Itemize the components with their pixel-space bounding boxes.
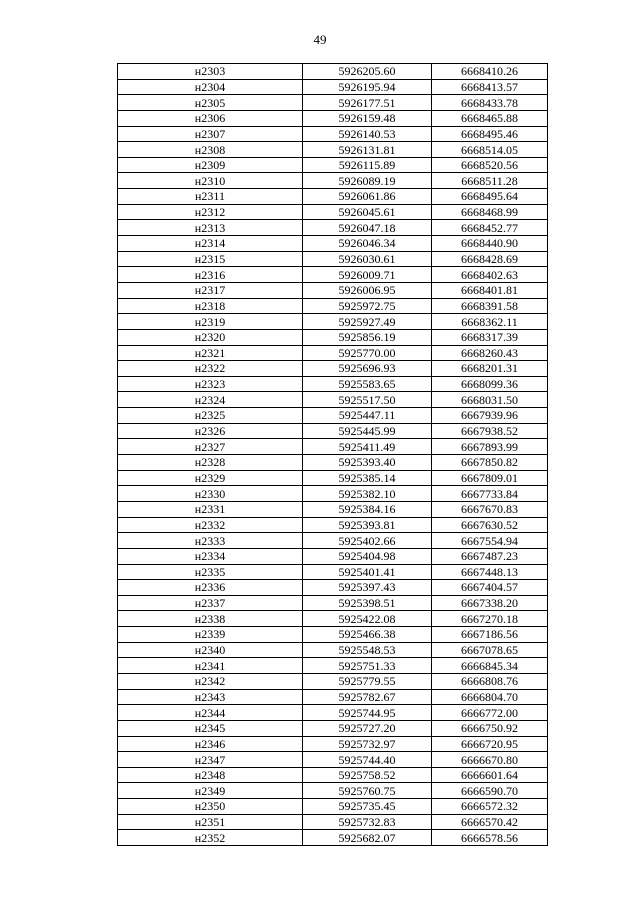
point-id-cell: н2303 (118, 64, 303, 80)
x-coordinate-cell: 5926009.71 (303, 267, 432, 283)
point-id-cell: н2316 (118, 267, 303, 283)
table-row (118, 814, 548, 830)
point-id-cell: н2311 (118, 189, 303, 205)
table-row (118, 376, 548, 392)
point-id-cell: н2342 (118, 673, 303, 689)
x-coordinate-cell: 5926006.95 (303, 282, 432, 298)
y-coordinate-cell: 6666720.95 (432, 736, 548, 752)
table-row (118, 658, 548, 674)
point-id-cell: н2336 (118, 580, 303, 596)
point-id-cell: н2312 (118, 204, 303, 220)
y-coordinate-cell: 6666772.00 (432, 705, 548, 721)
table-row (118, 189, 548, 205)
point-id-cell: н2334 (118, 548, 303, 564)
y-coordinate-cell: 6666578.56 (432, 830, 548, 846)
table-row (118, 564, 548, 580)
table-row (118, 611, 548, 627)
table-row (118, 64, 548, 80)
table-row (118, 423, 548, 439)
x-coordinate-cell: 5925779.55 (303, 673, 432, 689)
point-id-cell: н2332 (118, 517, 303, 533)
point-id-cell: н2328 (118, 455, 303, 471)
point-id-cell: н2346 (118, 736, 303, 752)
table-row (118, 486, 548, 502)
point-id-cell: н2322 (118, 361, 303, 377)
page-number: 49 (313, 32, 327, 47)
point-id-cell: н2326 (118, 423, 303, 439)
point-id-cell: н2317 (118, 282, 303, 298)
point-id-cell: н2347 (118, 752, 303, 768)
point-id-cell: н2340 (118, 642, 303, 658)
y-coordinate-cell: 6667938.52 (432, 423, 548, 439)
x-coordinate-cell: 5926140.53 (303, 126, 432, 142)
point-id-cell: н2310 (118, 173, 303, 189)
point-id-cell: н2352 (118, 830, 303, 846)
y-coordinate-cell: 6668260.43 (432, 345, 548, 361)
y-coordinate-cell: 6667554.94 (432, 533, 548, 549)
point-id-cell: н2338 (118, 611, 303, 627)
x-coordinate-cell: 5925744.95 (303, 705, 432, 721)
x-coordinate-cell: 5925445.99 (303, 423, 432, 439)
table-row (118, 157, 548, 173)
x-coordinate-cell: 5925758.52 (303, 767, 432, 783)
table-row (118, 627, 548, 643)
y-coordinate-cell: 6668391.58 (432, 298, 548, 314)
y-coordinate-cell: 6666808.76 (432, 673, 548, 689)
y-coordinate-cell: 6667448.13 (432, 564, 548, 580)
table-row (118, 455, 548, 471)
table-row (118, 95, 548, 111)
y-coordinate-cell: 6666804.70 (432, 689, 548, 705)
table-row (118, 142, 548, 158)
table-row (118, 470, 548, 486)
point-id-cell: н2348 (118, 767, 303, 783)
y-coordinate-cell: 6667670.83 (432, 501, 548, 517)
x-coordinate-cell: 5925696.93 (303, 361, 432, 377)
x-coordinate-cell: 5925517.50 (303, 392, 432, 408)
y-coordinate-cell: 6667893.99 (432, 439, 548, 455)
x-coordinate-cell: 5925972.75 (303, 298, 432, 314)
point-id-cell: н2335 (118, 564, 303, 580)
x-coordinate-cell: 5926089.19 (303, 173, 432, 189)
x-coordinate-cell: 5926046.34 (303, 236, 432, 252)
x-coordinate-cell: 5925744.40 (303, 752, 432, 768)
x-coordinate-cell: 5925732.83 (303, 814, 432, 830)
y-coordinate-cell: 6667487.23 (432, 548, 548, 564)
point-id-cell: н2321 (118, 345, 303, 361)
table-row (118, 173, 548, 189)
y-coordinate-cell: 6666590.70 (432, 783, 548, 799)
y-coordinate-cell: 6668495.64 (432, 189, 548, 205)
x-coordinate-cell: 5926205.60 (303, 64, 432, 80)
y-coordinate-cell: 6668201.31 (432, 361, 548, 377)
y-coordinate-cell: 6667078.65 (432, 642, 548, 658)
x-coordinate-cell: 5925397.43 (303, 580, 432, 596)
y-coordinate-cell: 6666570.42 (432, 814, 548, 830)
table-row (118, 392, 548, 408)
x-coordinate-cell: 5925385.14 (303, 470, 432, 486)
table-row (118, 220, 548, 236)
point-id-cell: н2307 (118, 126, 303, 142)
y-coordinate-cell: 6668031.50 (432, 392, 548, 408)
x-coordinate-cell: 5926047.18 (303, 220, 432, 236)
x-coordinate-cell: 5926030.61 (303, 251, 432, 267)
y-coordinate-cell: 6666750.92 (432, 720, 548, 736)
x-coordinate-cell: 5925682.07 (303, 830, 432, 846)
point-id-cell: н2344 (118, 705, 303, 721)
y-coordinate-cell: 6668514.05 (432, 142, 548, 158)
x-coordinate-cell: 5925735.45 (303, 799, 432, 815)
x-coordinate-cell: 5925384.16 (303, 501, 432, 517)
y-coordinate-cell: 6668317.39 (432, 329, 548, 345)
point-id-cell: н2308 (118, 142, 303, 158)
table-row (118, 314, 548, 330)
table-row (118, 533, 548, 549)
y-coordinate-cell: 6668099.36 (432, 376, 548, 392)
x-coordinate-cell: 5925393.81 (303, 517, 432, 533)
table-row (118, 282, 548, 298)
y-coordinate-cell: 6667630.52 (432, 517, 548, 533)
table-row (118, 361, 548, 377)
point-id-cell: н2351 (118, 814, 303, 830)
y-coordinate-cell: 6668468.99 (432, 204, 548, 220)
table-row (118, 439, 548, 455)
x-coordinate-cell: 5925856.19 (303, 329, 432, 345)
table-row (118, 501, 548, 517)
x-coordinate-cell: 5925548.53 (303, 642, 432, 658)
x-coordinate-cell: 5925583.65 (303, 376, 432, 392)
x-coordinate-cell: 5925393.40 (303, 455, 432, 471)
y-coordinate-cell: 6668452.77 (432, 220, 548, 236)
x-coordinate-cell: 5926177.51 (303, 95, 432, 111)
point-id-cell: н2350 (118, 799, 303, 815)
table-row (118, 595, 548, 611)
table-row (118, 408, 548, 424)
point-id-cell: н2349 (118, 783, 303, 799)
x-coordinate-cell: 5925398.51 (303, 595, 432, 611)
point-id-cell: н2306 (118, 110, 303, 126)
table-row (118, 79, 548, 95)
x-coordinate-cell: 5926195.94 (303, 79, 432, 95)
table-row (118, 580, 548, 596)
point-id-cell: н2318 (118, 298, 303, 314)
table-row (118, 736, 548, 752)
y-coordinate-cell: 6668465.88 (432, 110, 548, 126)
point-id-cell: н2315 (118, 251, 303, 267)
x-coordinate-cell: 5925732.97 (303, 736, 432, 752)
x-coordinate-cell: 5925402.66 (303, 533, 432, 549)
table-row (118, 689, 548, 705)
x-coordinate-cell: 5925751.33 (303, 658, 432, 674)
y-coordinate-cell: 6668362.11 (432, 314, 548, 330)
x-coordinate-cell: 5926061.86 (303, 189, 432, 205)
y-coordinate-cell: 6667186.56 (432, 627, 548, 643)
point-id-cell: н2331 (118, 501, 303, 517)
y-coordinate-cell: 6668401.81 (432, 282, 548, 298)
table-row (118, 236, 548, 252)
table-row (118, 517, 548, 533)
point-id-cell: н2305 (118, 95, 303, 111)
y-coordinate-cell: 6666572.32 (432, 799, 548, 815)
point-id-cell: н2314 (118, 236, 303, 252)
point-id-cell: н2313 (118, 220, 303, 236)
x-coordinate-cell: 5925401.41 (303, 564, 432, 580)
x-coordinate-cell: 5925411.49 (303, 439, 432, 455)
point-id-cell: н2323 (118, 376, 303, 392)
table-row (118, 126, 548, 142)
table-row (118, 752, 548, 768)
y-coordinate-cell: 6668440.90 (432, 236, 548, 252)
point-id-cell: н2309 (118, 157, 303, 173)
y-coordinate-cell: 6668402.63 (432, 267, 548, 283)
x-coordinate-cell: 5926045.61 (303, 204, 432, 220)
x-coordinate-cell: 5926131.81 (303, 142, 432, 158)
table-row (118, 830, 548, 846)
point-id-cell: н2343 (118, 689, 303, 705)
y-coordinate-cell: 6667338.20 (432, 595, 548, 611)
y-coordinate-cell: 6667733.84 (432, 486, 548, 502)
y-coordinate-cell: 6667270.18 (432, 611, 548, 627)
table-row (118, 705, 548, 721)
table-row (118, 204, 548, 220)
x-coordinate-cell: 5925466.38 (303, 627, 432, 643)
x-coordinate-cell: 5925422.08 (303, 611, 432, 627)
x-coordinate-cell: 5925770.00 (303, 345, 432, 361)
y-coordinate-cell: 6667939.96 (432, 408, 548, 424)
table-row (118, 799, 548, 815)
table-row (118, 642, 548, 658)
y-coordinate-cell: 6666601.64 (432, 767, 548, 783)
point-id-cell: н2329 (118, 470, 303, 486)
table-row (118, 783, 548, 799)
x-coordinate-cell: 5925447.11 (303, 408, 432, 424)
point-id-cell: н2320 (118, 329, 303, 345)
table-row (118, 110, 548, 126)
point-id-cell: н2304 (118, 79, 303, 95)
point-id-cell: н2325 (118, 408, 303, 424)
point-id-cell: н2327 (118, 439, 303, 455)
point-id-cell: н2319 (118, 314, 303, 330)
y-coordinate-cell: 6668511.28 (432, 173, 548, 189)
x-coordinate-cell: 5926115.89 (303, 157, 432, 173)
table-row (118, 673, 548, 689)
x-coordinate-cell: 5925927.49 (303, 314, 432, 330)
point-id-cell: н2345 (118, 720, 303, 736)
table-row (118, 298, 548, 314)
point-id-cell: н2339 (118, 627, 303, 643)
coordinates-table (117, 63, 548, 846)
point-id-cell: н2341 (118, 658, 303, 674)
y-coordinate-cell: 6667404.57 (432, 580, 548, 596)
x-coordinate-cell: 5926159.48 (303, 110, 432, 126)
point-id-cell: н2333 (118, 533, 303, 549)
y-coordinate-cell: 6668410.26 (432, 64, 548, 80)
x-coordinate-cell: 5925382.10 (303, 486, 432, 502)
x-coordinate-cell: 5925727.20 (303, 720, 432, 736)
point-id-cell: н2337 (118, 595, 303, 611)
x-coordinate-cell: 5925404.98 (303, 548, 432, 564)
y-coordinate-cell: 6668433.78 (432, 95, 548, 111)
y-coordinate-cell: 6666845.34 (432, 658, 548, 674)
y-coordinate-cell: 6668495.46 (432, 126, 548, 142)
x-coordinate-cell: 5925782.67 (303, 689, 432, 705)
table-row (118, 548, 548, 564)
table-row (118, 329, 548, 345)
point-id-cell: н2330 (118, 486, 303, 502)
y-coordinate-cell: 6668428.69 (432, 251, 548, 267)
y-coordinate-cell: 6668413.57 (432, 79, 548, 95)
y-coordinate-cell: 6666670.80 (432, 752, 548, 768)
y-coordinate-cell: 6667850.82 (432, 455, 548, 471)
table-row (118, 767, 548, 783)
y-coordinate-cell: 6668520.56 (432, 157, 548, 173)
table-row (118, 267, 548, 283)
coordinates-table-body (118, 64, 548, 846)
y-coordinate-cell: 6667809.01 (432, 470, 548, 486)
table-row (118, 720, 548, 736)
point-id-cell: н2324 (118, 392, 303, 408)
x-coordinate-cell: 5925760.75 (303, 783, 432, 799)
table-row (118, 345, 548, 361)
table-row (118, 251, 548, 267)
